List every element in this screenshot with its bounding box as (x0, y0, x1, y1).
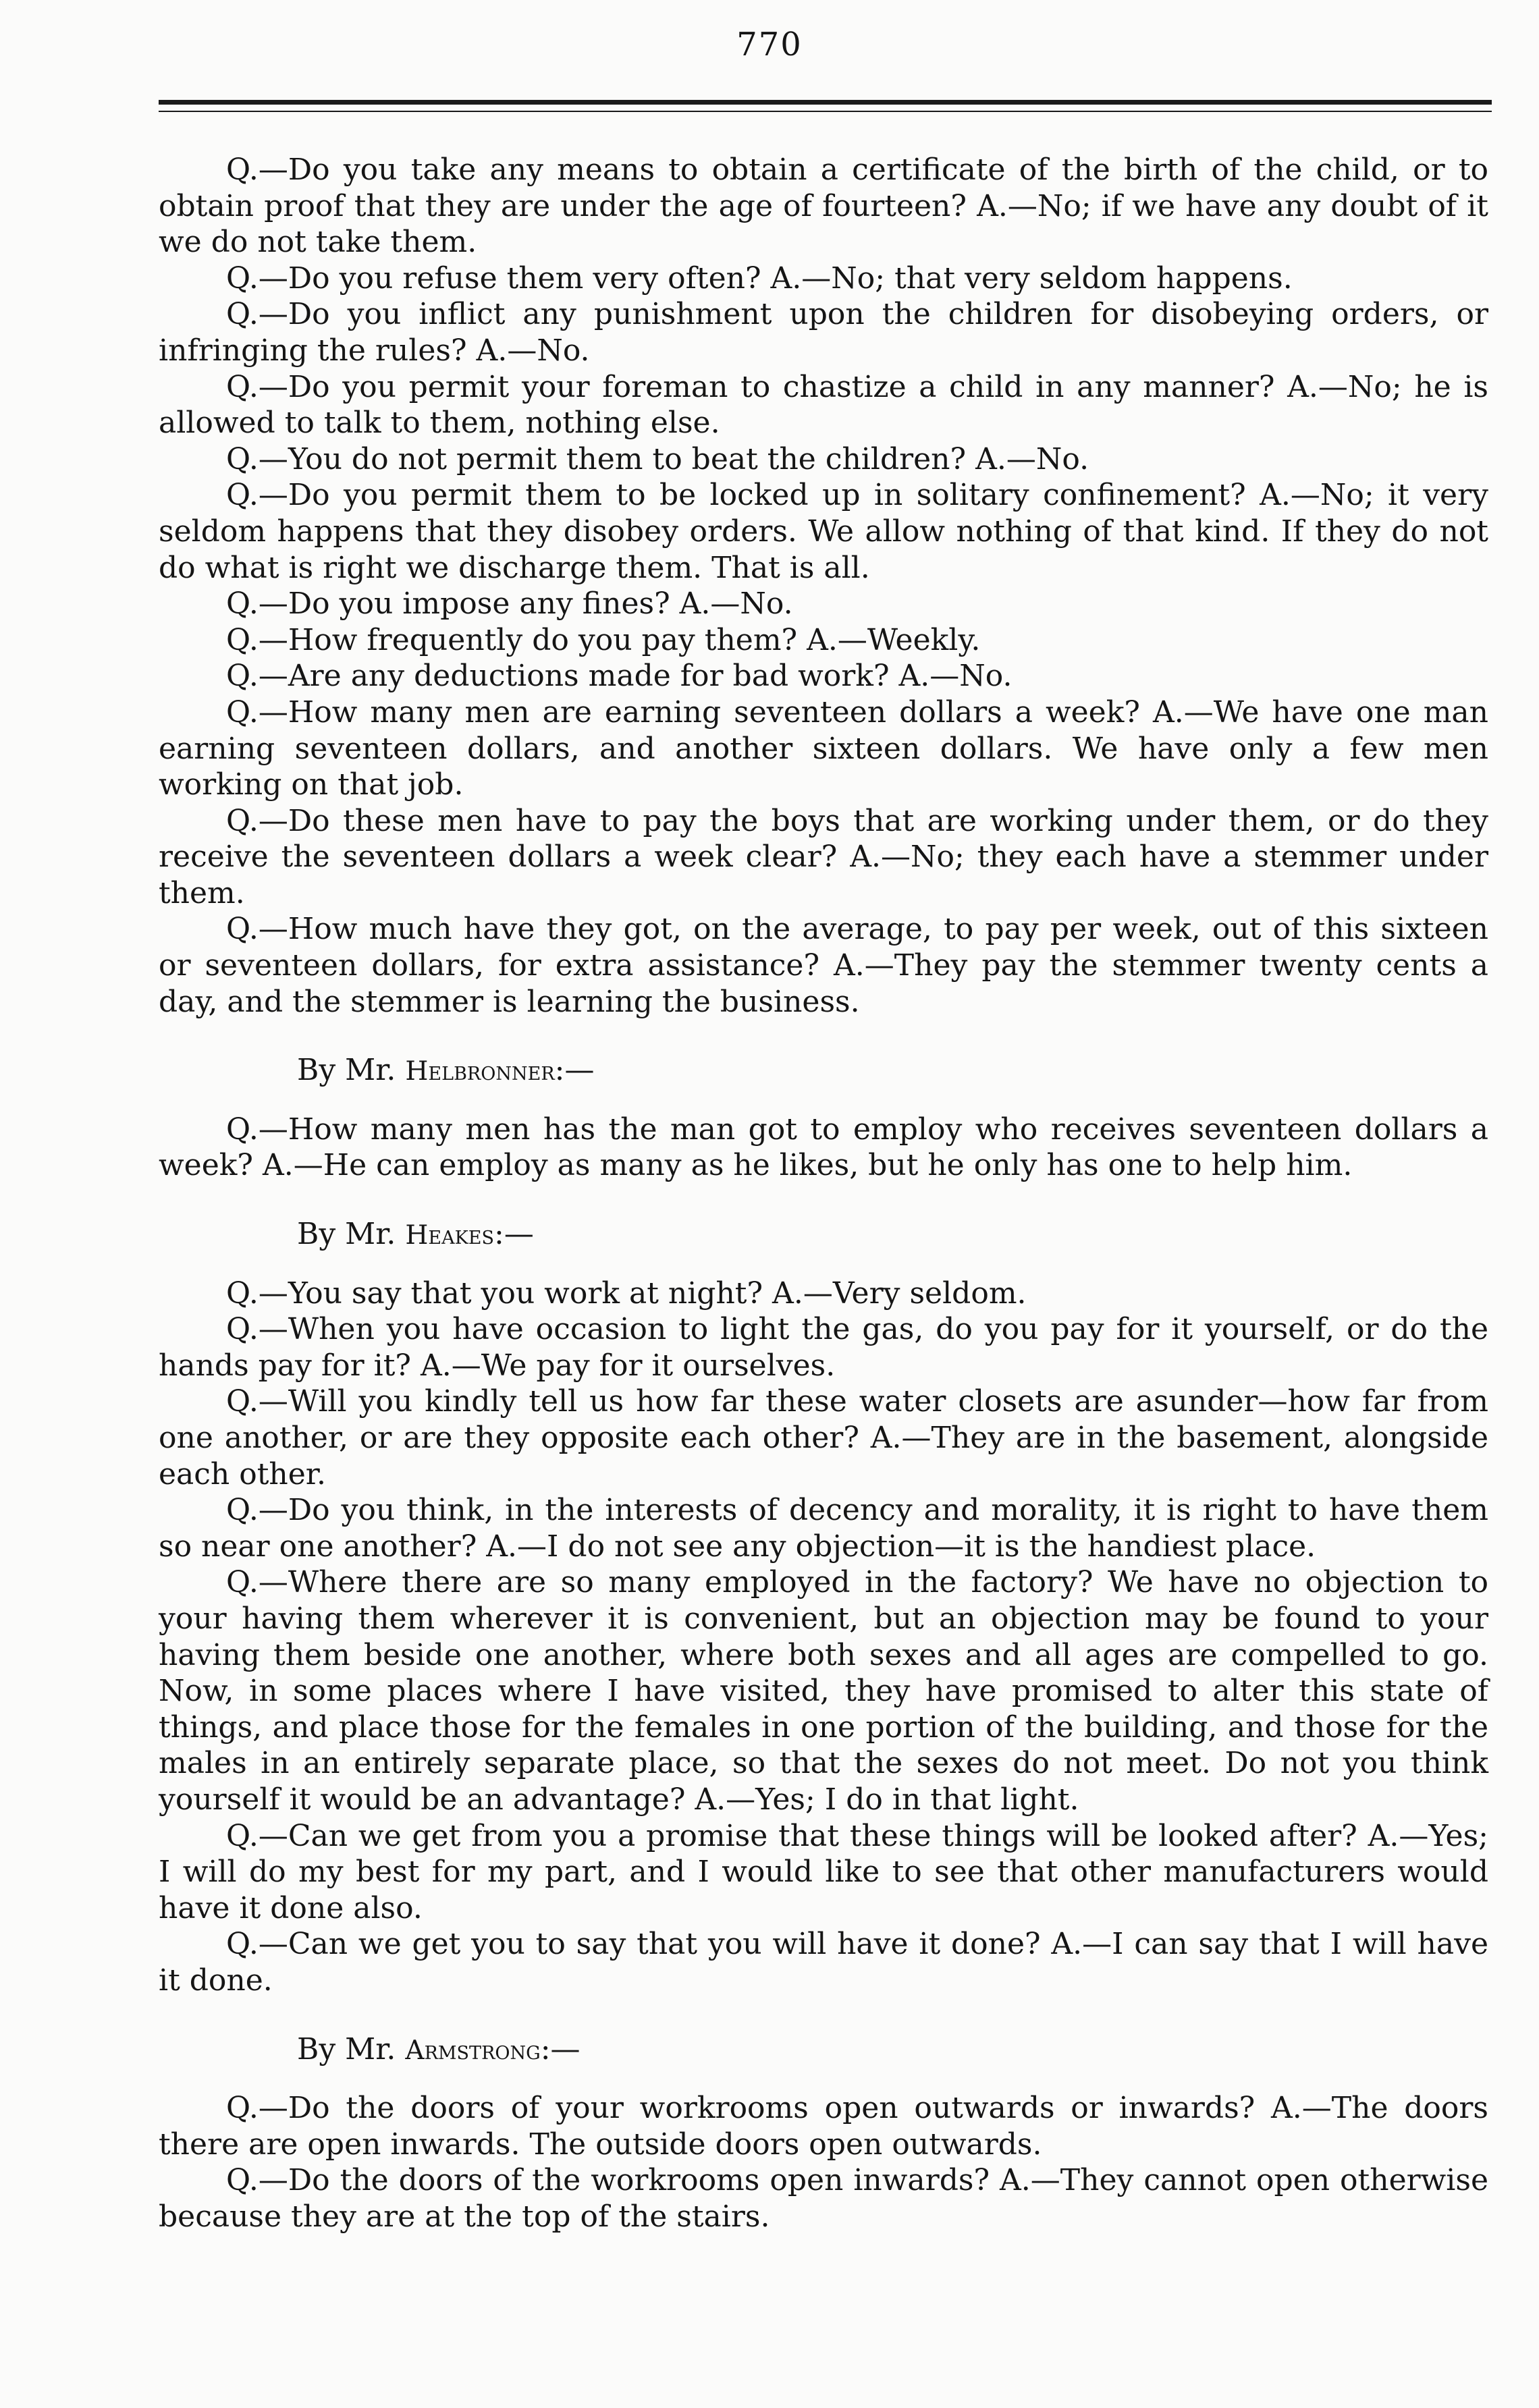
qa-paragraph: Q.—Do you permit them to be locked up in solitary confinement? A.—No; it very seldom happens that they disobey orders. We allow nothing of that kind. If they do not do what is right we discharge them. That is all. (159, 478, 1488, 585)
examiner-name: Heakes (405, 1220, 495, 1251)
examiner-name: Armstrong (405, 2035, 541, 2066)
heading-suffix: :— (540, 2031, 580, 2067)
examiner-heading-armstrong (159, 2031, 1488, 2069)
testimony-section-4 (159, 2090, 1488, 2235)
qa-paragraph: Q.—Do the doors of your workrooms open outwards or inwards? A.—The doors there are open inwards. The outside doors open outwards. (159, 2091, 1488, 2162)
qa-paragraph: Q.—Will you kindly tell us how far these water closets are asunder—how far from one another, or are they opposite each other? A.—They are in the basement, alongside each other. (159, 1384, 1488, 1492)
heading-prefix: By Mr. (297, 1217, 396, 1252)
examiner-heading-heakes (159, 1216, 1488, 1254)
examiner-heading-helbronner (159, 1052, 1488, 1090)
header-rule-thin (159, 111, 1492, 112)
testimony-section-2 (159, 1112, 1488, 1184)
header-rule (159, 100, 1492, 105)
qa-paragraph: Q.—Do you take any means to obtain a certificate of the birth of the child, or to obtain proof that they are under the age of fourteen? A.—No; if we have any doubt of it we do not take them. (159, 153, 1488, 260)
heading-suffix: :— (494, 1217, 534, 1252)
qa-paragraph: Q.—Can we get you to say that you will have it done? A.—I can say that I will have it done. (159, 1927, 1488, 1998)
page-number: 770 (736, 26, 803, 63)
heading-suffix: :— (554, 1053, 595, 1088)
qa-paragraph: Q.—Do you think, in the interests of decency and morality, it is right to have them so near one another? A.—I do not see any objection—it is the handiest place. (159, 1493, 1488, 1564)
qa-paragraph: Q.—How frequently do you pay them? A.—Weekly. (226, 622, 981, 657)
qa-paragraph: Q.—Do you impose any fines? A.—No. (226, 586, 793, 622)
qa-paragraph: Q.—Do you refuse them very often? A.—No; that very seldom happens. (226, 261, 1293, 296)
qa-paragraph: Q.—How many men are earning seventeen dollars a week? A.—We have one man earning seventeen dollars, and another sixteen dollars. We have only a few men working on that job. (159, 694, 1488, 802)
qa-paragraph: Q.—Where there are so many employed in the factory? We have no objection to your having them wherever it is convenient, but an objection may be found to your having them beside one another, where both sexes and all ages are compelled to go. Now, in some places where I have visited, they have promised to alter this state of things, and place those for the females in one portion of the building, and those for the males in an entirely separate place, so that the sexes do not meet. Do not you think yourself it would be an advantage? A.—Yes; I do in that light. (159, 1565, 1488, 1817)
qa-paragraph: Q.—Do you permit your foreman to chastize a child in any manner? A.—No; he is allowed to talk to them, nothing else. (159, 369, 1488, 441)
testimony-section-3 (159, 1276, 1488, 1999)
qa-paragraph: Q.—You do not permit them to beat the children? A.—No. (226, 441, 1089, 476)
qa-paragraph: Q.—You say that you work at night? A.—Very seldom. (226, 1276, 1027, 1311)
qa-paragraph: Q.—How many men has the man got to employ who receives seventeen dollars a week? A.—He can employ as many as he likes, but he only has one to help him. (159, 1112, 1488, 1183)
examiner-name: Helbronner (405, 1056, 555, 1087)
document-body (159, 152, 1488, 2235)
qa-paragraph: Q.—How much have they got, on the average, to pay per week, out of this sixteen or seventeen dollars, for extra assistance? A.—They pay the stemmer twenty cents a day, and the stemmer is learning the business. (159, 912, 1488, 1019)
heading-prefix: By Mr. (297, 1053, 396, 1088)
testimony-section-1 (159, 152, 1488, 1020)
qa-paragraph: Q.—Can we get from you a promise that these things will be looked after? A.—Yes; I will do my best for my part, and I would like to see that other manufacturers would have it done also. (159, 1818, 1488, 1925)
heading-prefix: By Mr. (297, 2031, 396, 2067)
qa-paragraph: Q.—Do the doors of the workrooms open inwards? A.—They cannot open otherwise because they are at the top of the stairs. (159, 2163, 1488, 2234)
qa-paragraph: Q.—Are any deductions made for bad work? A.—No. (226, 659, 1013, 694)
qa-paragraph: Q.—Do these men have to pay the boys that are working under them, or do they receive the seventeen dollars a week clear? A.—No; they each have a stemmer under them. (159, 803, 1488, 910)
qa-paragraph: Q.—Do you inflict any punishment upon the children for disobeying orders, or infringing the rules? A.—No. (159, 297, 1488, 368)
qa-paragraph: Q.—When you have occasion to light the gas, do you pay for it yourself, or do the hands pay for it? A.—We pay for it ourselves. (159, 1312, 1488, 1383)
